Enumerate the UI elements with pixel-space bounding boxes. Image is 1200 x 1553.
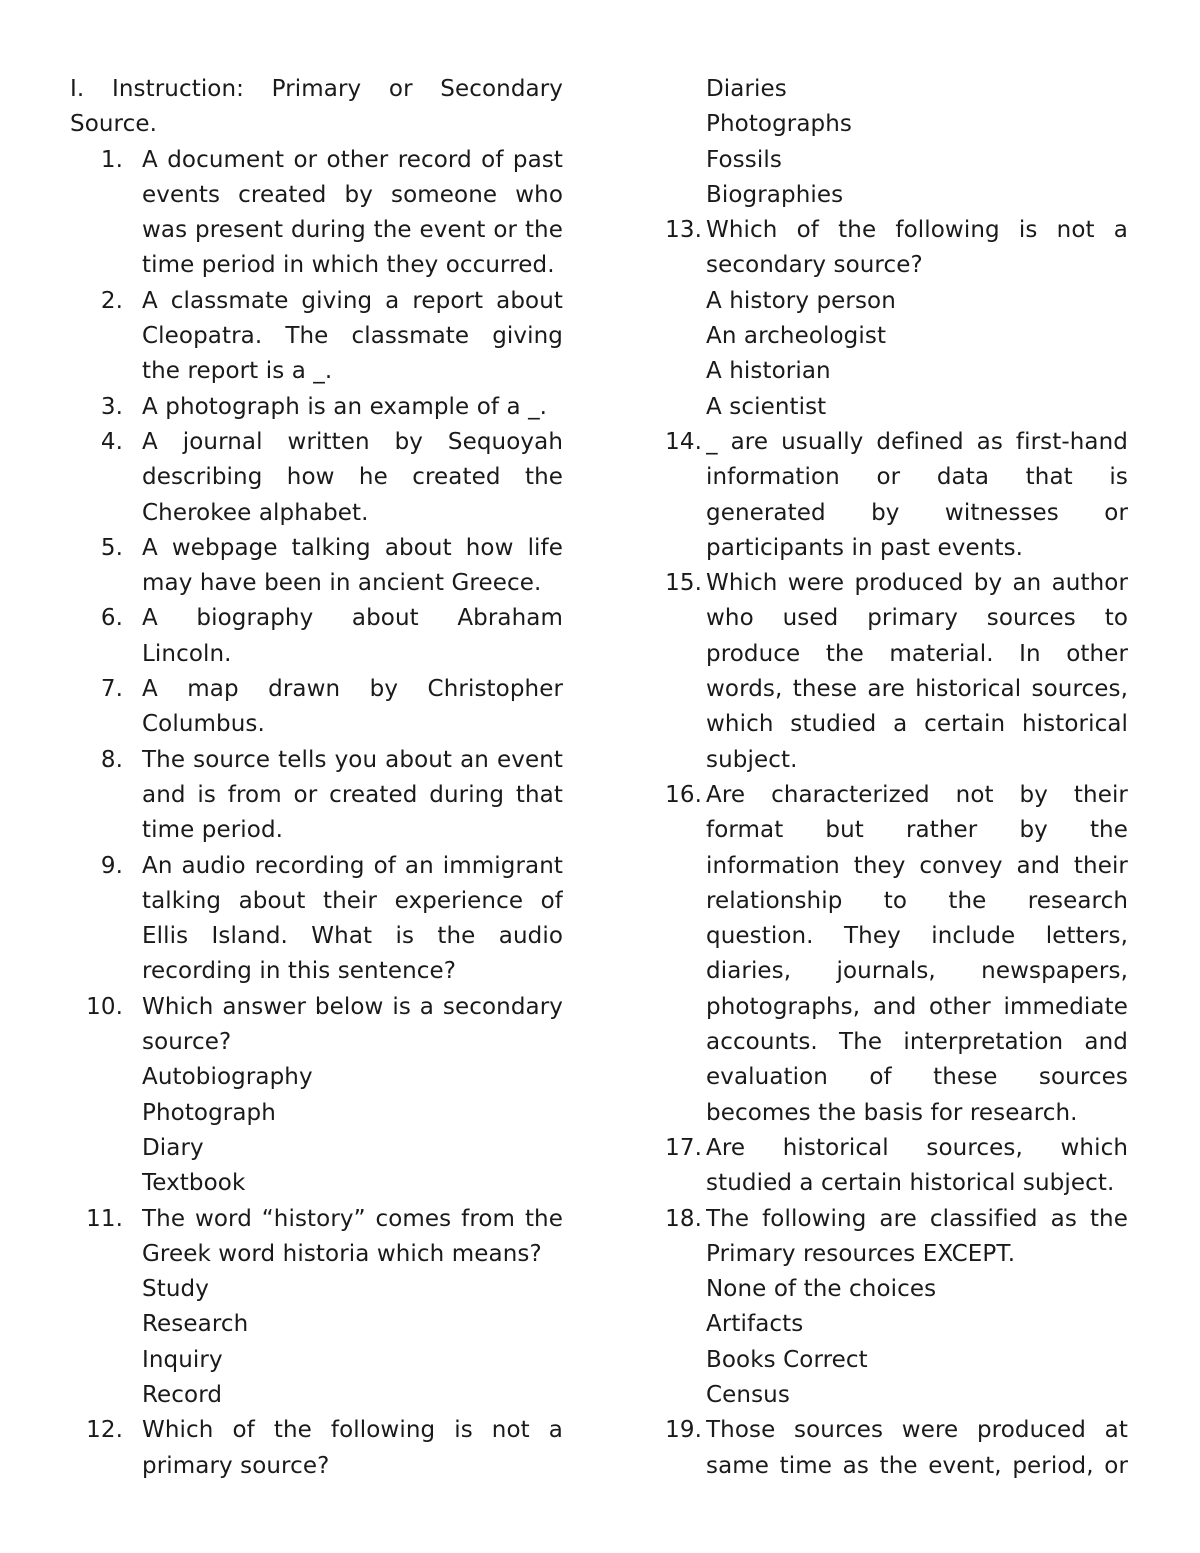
- answer-choice: A scientist: [706, 393, 827, 420]
- question-item: [663, 213, 1128, 425]
- question-text-line: Ellis Island. What is the audio: [142, 923, 563, 950]
- question-text-line: Are historical sources, which: [706, 1134, 1128, 1161]
- question-text-line: recording in this sentence?: [142, 958, 457, 985]
- question-item: [663, 778, 1128, 1131]
- question-text-line: A biography about Abraham: [142, 605, 563, 632]
- question-text-line: Which of the following is not a: [142, 1417, 563, 1444]
- question-number: 14.: [665, 428, 702, 455]
- question-number: 4.: [100, 428, 123, 455]
- question-text-line: studied a certain historical subject.: [706, 1170, 1115, 1197]
- answer-choice: Artifacts: [706, 1311, 804, 1338]
- right-column: [663, 72, 1128, 1484]
- question-text-line: subject.: [706, 746, 798, 773]
- question-item: [70, 601, 563, 672]
- answer-choice: Books Correct: [706, 1346, 868, 1373]
- question-item: [70, 1202, 563, 1414]
- question-text-line: question. They include letters,: [706, 923, 1128, 950]
- answer-choice: Diaries: [706, 76, 787, 102]
- answer-choice: Study: [142, 1276, 209, 1303]
- question-text-line: primary source?: [142, 1452, 330, 1479]
- question-text-line: Cherokee alphabet.: [142, 499, 369, 526]
- question-text-line: generated by witnesses or: [706, 499, 1128, 526]
- question-item: [70, 143, 563, 284]
- question-text-line: photographs, and other immediate: [706, 993, 1128, 1020]
- answer-choice: Biographies: [706, 181, 844, 208]
- answer-choice: Fossils: [706, 146, 782, 173]
- question-number: 18.: [665, 1205, 702, 1232]
- question-text-line: diaries, journals, newspapers,: [706, 958, 1128, 985]
- question-text-line: and is from or created during that: [142, 781, 563, 808]
- question-item: [663, 1413, 1128, 1484]
- question-text-line: A map drawn by Christopher: [142, 676, 563, 703]
- question-text-line: Greek word historia which means?: [142, 1240, 542, 1267]
- question-text-line: becomes the basis for research.: [706, 1099, 1078, 1126]
- question-item: [663, 1131, 1128, 1202]
- question-text-line: Are characterized not by their: [706, 781, 1128, 808]
- question-item: [70, 743, 563, 849]
- question-text-line: events created by someone who: [142, 181, 563, 208]
- question-text-line: The word “history” comes from the: [142, 1205, 563, 1232]
- question-number: 15.: [665, 570, 702, 597]
- question-text-line: source?: [142, 1029, 232, 1056]
- question-item: [70, 990, 563, 1202]
- question-text-line: relationship to the research: [706, 887, 1128, 914]
- answer-choice: Photograph: [142, 1099, 276, 1126]
- question-text-line: Cleopatra. The classmate giving: [142, 323, 563, 350]
- question-item: [70, 531, 563, 602]
- question-text-line: was present during the event or the: [142, 217, 563, 244]
- question-text-line: talking about their experience of: [142, 887, 563, 914]
- question-number: 16.: [665, 781, 702, 808]
- question-text-line: _ are usually defined as first-hand: [706, 428, 1128, 455]
- question-text-line: format but rather by the: [706, 817, 1128, 844]
- question-text-line: A document or other record of past: [142, 146, 563, 173]
- answer-choice: A historian: [706, 358, 831, 385]
- question-text-line: An audio recording of an immigrant: [142, 852, 563, 879]
- question-text-line: A journal written by Sequoyah: [142, 428, 563, 455]
- question-item: [70, 284, 563, 390]
- answer-choice: None of the choices: [706, 1276, 937, 1303]
- carryover-choices: [663, 72, 1128, 213]
- question-text-line: same time as the event, period, or: [706, 1452, 1128, 1479]
- question-number: 8.: [100, 746, 123, 773]
- question-item: [70, 1413, 563, 1484]
- question-number: 19.: [665, 1417, 702, 1444]
- question-number: 9.: [100, 852, 123, 879]
- question-item: [70, 849, 563, 990]
- question-text-line: time period.: [142, 817, 284, 844]
- question-text-line: secondary source?: [706, 252, 923, 279]
- question-text-line: The source tells you about an event: [142, 746, 563, 773]
- question-number: 11.: [86, 1205, 123, 1232]
- question-text-line: evaluation of these sources: [706, 1064, 1128, 1091]
- question-item: [70, 390, 563, 425]
- answer-choice: A history person: [706, 287, 896, 314]
- question-text-line: A classmate giving a report about: [142, 287, 563, 314]
- question-text-line: Primary resources EXCEPT.: [706, 1240, 1016, 1267]
- question-text-line: A webpage talking about how life: [142, 534, 563, 561]
- question-text-line: accounts. The interpretation and: [706, 1029, 1128, 1056]
- question-text-line: describing how he created the: [142, 464, 563, 491]
- question-text-line: Which were produced by an author: [706, 570, 1128, 597]
- question-text-line: time period in which they occurred.: [142, 252, 555, 279]
- question-text-line: which studied a certain historical: [706, 711, 1128, 738]
- question-text-line: Which of the following is not a: [706, 217, 1128, 244]
- answer-choice: Diary: [142, 1134, 204, 1161]
- question-number: 7.: [100, 676, 123, 703]
- question-text-line: Columbus.: [142, 711, 265, 738]
- answer-choice: Autobiography: [142, 1064, 313, 1091]
- question-text-line: information they convey and their: [706, 852, 1128, 879]
- question-item: [663, 1202, 1128, 1414]
- question-text-line: information or data that is: [706, 464, 1128, 491]
- answer-choice: Record: [142, 1381, 223, 1408]
- question-item: [70, 672, 563, 743]
- question-text-line: The following are classified as the: [706, 1205, 1128, 1232]
- question-text-line: participants in past events.: [706, 534, 1024, 561]
- question-text-line: Which answer below is a secondary: [142, 993, 563, 1020]
- question-number: 5.: [100, 534, 123, 561]
- question-text-line: who used primary sources to: [706, 605, 1128, 632]
- question-number: 10.: [86, 993, 123, 1020]
- question-item: [663, 566, 1128, 778]
- question-number: 17.: [665, 1134, 702, 1161]
- question-number: 3.: [100, 393, 123, 420]
- answer-choice: Textbook: [142, 1170, 246, 1197]
- question-number: 13.: [665, 217, 702, 244]
- left-column: [70, 72, 563, 1484]
- question-number: 1.: [100, 146, 123, 173]
- question-number: 6.: [100, 605, 123, 632]
- question-item: [663, 425, 1128, 566]
- question-text-line: produce the material. In other: [706, 640, 1128, 667]
- question-text-line: the report is a _.: [142, 358, 333, 385]
- question-number: 12.: [86, 1417, 123, 1444]
- question-text-line: Those sources were produced at: [706, 1417, 1128, 1444]
- answer-choice: An archeologist: [706, 323, 887, 350]
- question-item: [70, 425, 563, 531]
- answer-choice: Inquiry: [142, 1346, 223, 1373]
- answer-choice: Photographs: [706, 111, 853, 138]
- question-text-line: may have been in ancient Greece.: [142, 570, 542, 597]
- question-text-line: Lincoln.: [142, 640, 232, 667]
- question-number: 2.: [100, 287, 123, 314]
- answer-choice: Census: [706, 1381, 790, 1408]
- instruction-line: Source.: [70, 111, 158, 138]
- instruction-line: I. Instruction: Primary or Secondary: [70, 76, 563, 102]
- question-text-line: words, these are historical sources,: [706, 676, 1128, 703]
- question-text-line: A photograph is an example of a _.: [142, 393, 548, 420]
- answer-choice: Research: [142, 1311, 249, 1338]
